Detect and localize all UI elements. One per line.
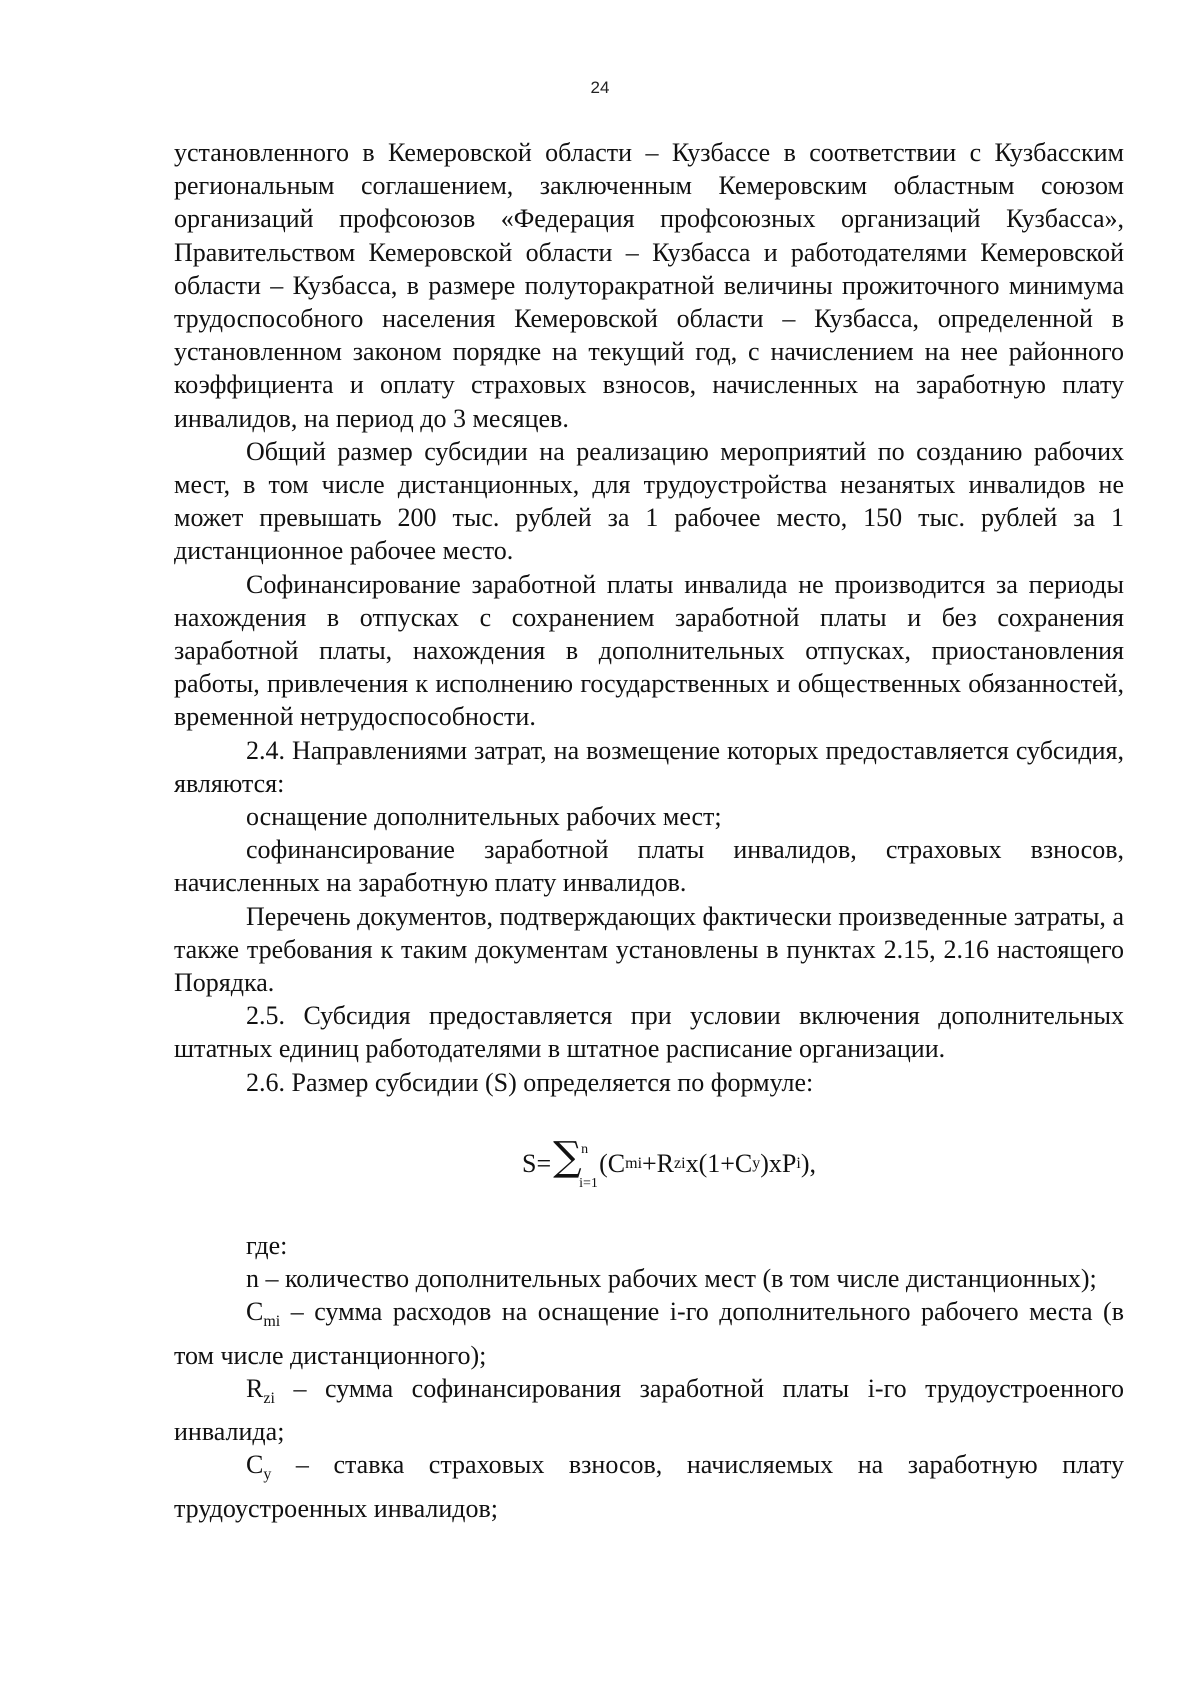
definition-text: – сумма расходов на оснащение i-го дополнительного рабочего места (в том числе дистанционного);: [174, 1297, 1124, 1370]
sigma-icon: ∑: [553, 1133, 582, 1180]
paragraph-continuation: установленного в Кемеровской области – Кузбассе в соответствии с Кузбасским региональным соглашением, заключенным Кемеровским областным союзом организаций профсоюзов «Федерация профсоюзных организаций Кузбасса», Правительством Кемеровской области – Кузбасса и работодателями Кемеровской области – Кузбасса, в размере полуторакратной величины прожиточного минимума трудоспособного населения Кемеровской области – Кузбасса, определенной в установленном законом порядке на текущий год, с начислением на нее районного коэффициента и оплату страховых взносов, начисленных на заработную плату инвалидов, на период до 3 месяцев.: [174, 138, 1124, 433]
definition-symbol: C: [246, 1297, 264, 1327]
definition-subscript: zi: [263, 1390, 275, 1408]
definition-c-y: [174, 1448, 1124, 1525]
definition-symbol: R: [246, 1373, 264, 1403]
where-label: где:: [246, 1230, 288, 1260]
list-item-salary: софинансирование заработной платы инвалидов, страховых взносов, начисленных на заработную плату инвалидов.: [174, 835, 1124, 898]
paragraph-2-4: 2.4. Направлениями затрат, на возмещение которых предоставляется субсидия, являются:: [174, 735, 1124, 798]
definition-text: – ставка страховых взносов, начисляемых на заработную плату трудоустроенных инвалидов;: [174, 1450, 1124, 1523]
definition-r-zi: [174, 1372, 1124, 1449]
document-body: [174, 136, 1124, 1525]
formula-c-sub: mi: [625, 1155, 643, 1173]
paragraph-documents: Перечень документов, подтверждающих фактически произведенные затраты, а также требования к таким документам установлены в пунктах 2.15, 2.16 настоящего Порядка.: [174, 901, 1124, 998]
sum-upper-limit: n: [581, 1141, 589, 1157]
paragraph-subsidy-limit: Общий размер субсидии на реализацию мероприятий по созданию рабочих мест, в том числе дистанционных, для трудоустройства незанятых инвалидов не может превышать 200 тыс. рублей за 1 рабочее место, 150 тыс. рублей за 1 дистанционное рабочее место.: [174, 436, 1124, 566]
formula-open: (C: [599, 1149, 626, 1179]
formula-close: ),: [800, 1149, 816, 1179]
formula-cy-sub: y: [752, 1155, 761, 1173]
summation-symbol: [553, 1133, 598, 1191]
paragraph-cofinancing: Софинансирование заработной платы инвалида не производится за периоды нахождения в отпусках с сохранением заработной платы и без сохранения заработной платы, нахождения в дополнительных отпусках, приостановления работы, привлечения к исполнению государственных и общественных обязанностей, временной нетрудоспособности.: [174, 569, 1124, 732]
formula-r-sub: zi: [674, 1155, 686, 1173]
paragraph-2-5: 2.5. Субсидия предоставляется при условии включения дополнительных штатных единиц работодателями в штатное расписание организации.: [174, 1001, 1124, 1064]
definition-c-mi: [174, 1295, 1124, 1372]
subsidy-formula: [174, 1099, 1124, 1229]
formula-lhs: S=: [522, 1149, 552, 1179]
list-item-equipment: оснащение дополнительных рабочих мест;: [246, 802, 722, 832]
formula-mid: x(1+C: [685, 1149, 753, 1179]
paragraph-2-6: 2.6. Размер субсидии (S) определяется по формуле:: [246, 1067, 814, 1097]
page-number: 24: [590, 78, 610, 97]
formula-mid2: )xP: [760, 1149, 797, 1179]
definition-n: n – количество дополнительных рабочих мест (в том числе дистанционных);: [246, 1264, 1097, 1294]
definition-subscript: y: [263, 1466, 272, 1484]
definition-text: – сумма софинансирования заработной платы i-го трудоустроенного инвалида;: [174, 1373, 1124, 1447]
definition-symbol: C: [246, 1450, 264, 1480]
sum-lower-limit: i=1: [579, 1175, 598, 1191]
formula-plus-r: +R: [642, 1149, 675, 1179]
definition-subscript: mi: [263, 1313, 281, 1331]
formula-p-sub: i: [796, 1155, 801, 1173]
